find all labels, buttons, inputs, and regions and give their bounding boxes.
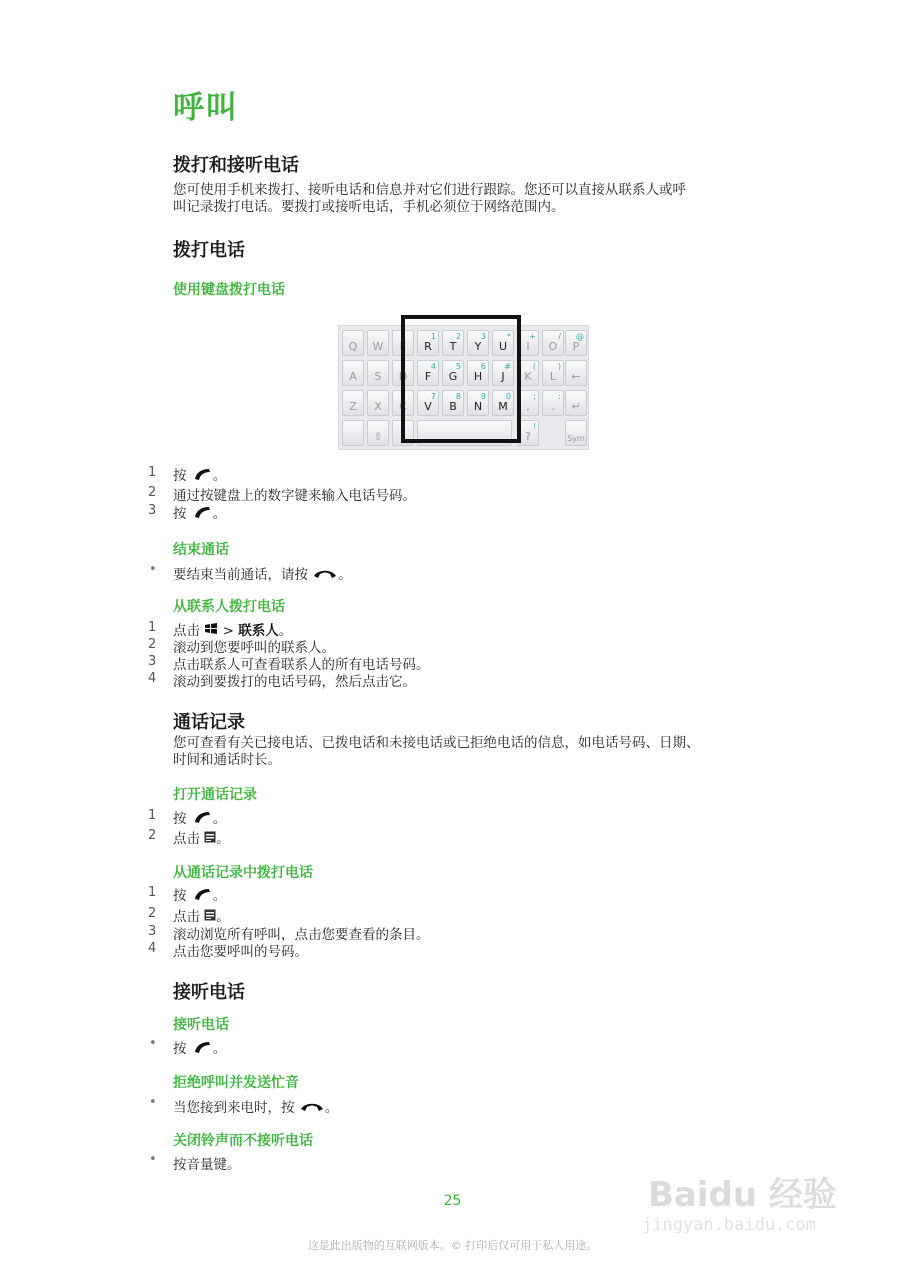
step-number: 4 (148, 671, 157, 686)
subheading-answer-call: 接听电话 (173, 1017, 229, 1033)
keyboard-key (542, 390, 564, 416)
call-history-icon (204, 831, 216, 847)
subheading-log-dial: 从通话记录中拨打电话 (173, 865, 313, 881)
key-main-label: F (424, 370, 432, 383)
step-text: 滚动浏览所有呼叫，点击您要查看的条目。 (173, 927, 430, 943)
keyboard-key (565, 330, 587, 356)
keyboard-key (342, 390, 364, 416)
step-text: 按 。 (173, 811, 227, 827)
key-main-label: V (424, 400, 432, 413)
intro-line-2: 叫记录拨打电话。要拨打或接听电话，手机必须位于网络范围内。 (173, 199, 565, 215)
key-main-label: G (448, 370, 458, 383)
section-heading-answer: 接听电话 (173, 982, 245, 1003)
key-secondary-label: : (558, 392, 561, 401)
baidu-watermark (640, 1145, 870, 1245)
key-main-label: P (572, 340, 580, 353)
keyboard-key (542, 360, 564, 386)
step-number: 1 (148, 620, 157, 635)
key-main-label: Z (349, 400, 357, 413)
section-heading-call-log: 通话记录 (173, 712, 245, 733)
step-number: 3 (148, 503, 157, 518)
keyboard-key (542, 330, 564, 356)
step-number: 2 (148, 485, 157, 500)
page-number: 25 (443, 1193, 462, 1209)
key-main-label: ↵ (571, 400, 581, 413)
bullet-text: 要结束当前通话，请按 。 (173, 567, 352, 583)
call-key-icon (191, 810, 213, 828)
key-main-label: A (349, 370, 357, 383)
key-main-label: H (473, 370, 483, 383)
intro-line-1: 您可使用手机来拨打、接听电话和信息并对它们进行跟踪。您还可以直接从联系人或呼 (173, 182, 686, 198)
bullet-text: 当您接到来电时，按 。 (173, 1100, 339, 1116)
watermark-url: jingyan.baidu.com (642, 1215, 816, 1235)
key-main-label: W (372, 340, 384, 353)
key-secondary-label: 9 (480, 392, 486, 401)
step-text: 滚动到要拨打的电话号码，然后点击它。 (173, 674, 416, 690)
keyboard-key (367, 420, 389, 446)
step-text: 通过按键盘上的数字键来输入电话号码。 (173, 488, 416, 504)
step-text: 滚动到您要呼叫的联系人。 (173, 640, 335, 656)
key-secondary-label: + (529, 332, 536, 341)
key-main-label: N (473, 400, 483, 413)
keyboard-key (342, 360, 364, 386)
key-secondary-label: 1 (430, 332, 436, 341)
call-log-line-2: 时间和通话时长。 (173, 752, 281, 768)
keyboard-key (342, 330, 364, 356)
page-title: 呼叫 (173, 90, 239, 126)
keyboard-key (565, 360, 587, 386)
key-main-label: R (424, 340, 432, 353)
key-secondary-label: @ (576, 332, 584, 341)
keyboard-key (565, 390, 587, 416)
footer-note: 这是此出版物的互联网版本。© 打印后仅可用于私人用途。 (307, 1239, 598, 1252)
step-number: 2 (148, 828, 157, 843)
key-secondary-label: 5 (455, 362, 461, 371)
key-main-label: Sym (567, 434, 585, 443)
step-number: 2 (148, 637, 157, 652)
bullet: • (149, 1152, 157, 1167)
key-main-label: . (551, 400, 555, 413)
step-number: 1 (148, 885, 157, 900)
keyboard-key (367, 360, 389, 386)
key-secondary-label: ) (557, 362, 561, 371)
keyboard-key (565, 420, 587, 446)
call-log-paragraph (173, 735, 758, 769)
key-secondary-label: 7 (430, 392, 436, 401)
key-main-label: Q (348, 340, 358, 353)
subheading-end-call: 结束通话 (173, 542, 229, 558)
call-log-line-1: 您可查看有关已接电话、已拨电话和未接电话或已拒绝电话的信息，如电话号码、日期、 (173, 735, 700, 751)
step-text: 按 。 (173, 888, 227, 904)
call-key-icon (191, 467, 213, 485)
key-secondary-label: 0 (505, 392, 511, 401)
key-main-label: O (548, 340, 558, 353)
keyboard-key (342, 420, 364, 446)
subheading-open-log: 打开通话记录 (173, 787, 257, 803)
subheading-keypad-dial: 使用键盘拨打电话 (173, 282, 285, 298)
step-number: 2 (148, 906, 157, 921)
key-secondary-label: / (558, 332, 561, 341)
key-secondary-label: 8 (455, 392, 461, 401)
bullet: • (149, 562, 157, 577)
key-main-label: I (526, 340, 530, 353)
key-main-label: D (398, 370, 408, 383)
keyboard-key (367, 390, 389, 416)
key-main-label: E (399, 340, 407, 353)
key-main-label: , (526, 400, 530, 413)
section-intro-paragraph (173, 182, 758, 216)
call-key-icon (191, 505, 213, 523)
key-secondary-label: ; (533, 392, 536, 401)
step-text: 按 。 (173, 506, 227, 522)
step-text: 点击 > 联系人。 (173, 623, 293, 639)
key-main-label: C (399, 400, 407, 413)
key-secondary-label: ! (532, 422, 536, 431)
key-secondary-label: 3 (480, 332, 486, 341)
bullet: • (149, 1036, 157, 1051)
step-number: 3 (148, 654, 157, 669)
key-secondary-label: 4 (430, 362, 436, 371)
key-main-label: B (449, 400, 457, 413)
subheading-mute-ring: 关闭铃声而不接听电话 (173, 1133, 313, 1149)
step-number: 1 (148, 465, 157, 480)
step-number: 1 (148, 808, 157, 823)
section-heading-make-call: 拨打电话 (173, 240, 245, 261)
bullet-text: 按音量键。 (173, 1157, 241, 1173)
section-heading-make-answer: 拨打和接听电话 (173, 155, 299, 176)
step-text: 点击 。 (173, 909, 230, 925)
bullet: • (149, 1095, 157, 1110)
key-main-label: ← (571, 370, 581, 383)
step-text: 按 。 (173, 468, 227, 484)
call-key-icon (191, 887, 213, 905)
bullet-text: 按 。 (173, 1041, 227, 1057)
step-number: 3 (148, 924, 157, 939)
key-main-label: ? (525, 430, 531, 443)
key-main-label: K (524, 370, 532, 383)
key-secondary-label: * (507, 332, 511, 341)
key-secondary-label: 2 (455, 332, 461, 341)
key-main-label: J (501, 370, 505, 383)
key-main-label: U (498, 340, 508, 353)
subheading-reject-call: 拒绝呼叫并发送忙音 (173, 1075, 299, 1091)
keyboard-key (367, 330, 389, 356)
subheading-contact-dial: 从联系人拨打电话 (173, 599, 285, 615)
key-main-label: X (374, 400, 382, 413)
numeric-key-highlight-frame (401, 315, 521, 443)
key-main-label: Y (474, 340, 482, 353)
key-secondary-label: # (504, 362, 511, 371)
step-text: 点击 。 (173, 831, 230, 847)
step-text: 点击联系人可查看联系人的所有电话号码。 (173, 657, 430, 673)
step-number: 4 (148, 941, 157, 956)
end-call-key-icon (299, 1100, 325, 1116)
key-main-label: ⇧ (373, 430, 383, 443)
key-main-label: L (549, 370, 557, 383)
key-main-label: T (449, 340, 457, 353)
key-main-label: S (374, 370, 382, 383)
key-main-label: M (498, 400, 508, 413)
key-secondary-label: 6 (480, 362, 486, 371)
key-secondary-label: ( (532, 362, 536, 371)
end-call-key-icon (312, 567, 338, 583)
watermark-logo: Baidu 经验 (648, 1175, 837, 1215)
step-text: 点击您要呼叫的号码。 (173, 944, 308, 960)
call-key-icon (191, 1040, 213, 1058)
